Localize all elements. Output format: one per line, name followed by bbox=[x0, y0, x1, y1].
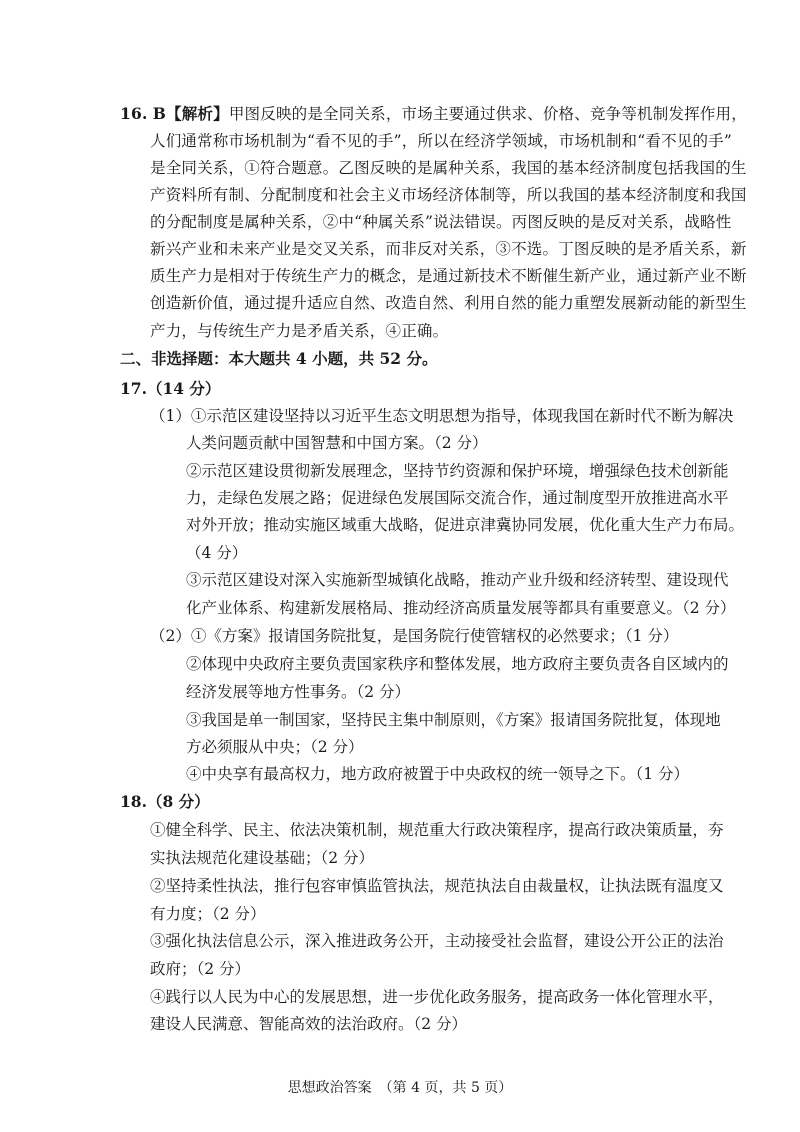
q17-line: 方必须服从中央；（2 分） bbox=[186, 738, 364, 756]
q16-line: 甲图反映的是全同关系，市场主要通过供求、价格、竞争等机制发挥作用， bbox=[228, 105, 747, 123]
q17-line: 经济发展等地方性事务。（2 分） bbox=[186, 683, 411, 701]
q16-line: 产资料所有制、分配制度和社会主义市场经济体制等，所以我国的基本经济制度和我国 bbox=[150, 186, 747, 204]
q17-line: （4 分） bbox=[186, 544, 248, 562]
page-footer: 思想政治答案 （第 4 页，共 5 页） bbox=[287, 1080, 513, 1096]
q18-line: ④践行以人民为中心的发展思想，进一步优化政务服务，提高政务一体化管理水平， bbox=[150, 988, 724, 1006]
q17-header: 17.（14 分） bbox=[120, 379, 221, 398]
q16-line: 产力，与传统生产力是矛盾关系，④正确。 bbox=[150, 322, 449, 340]
q17-line: ③示范区建设对深入实施新型城镇化战略，推动产业升级和经济转型、建设现代 bbox=[186, 571, 729, 589]
q18-line: ①健全科学、民主、依法决策机制，规范重大行政决策程序，提高行政决策质量，夯 bbox=[150, 821, 724, 839]
q18-header: 18.（8 分） bbox=[120, 792, 210, 811]
q18-line: 建设人民满意、智能高效的法治政府。（2 分） bbox=[150, 1015, 468, 1033]
q16-line: 创造新价值，通过提升适应自然、改造自然、利用自然的能力重塑发展新动能的新型生 bbox=[150, 294, 747, 312]
q16-line: 新兴产业和未来产业是交叉关系，而非反对关系，③不选。丁图反映的是矛盾关系，新 bbox=[150, 240, 747, 258]
q16-line: 的分配制度是属种关系，②中“种属关系”说法错误。丙图反映的是反对关系，战略性 bbox=[150, 213, 732, 231]
q17-line: （1）①示范区建设坚持以习近平生态文明思想为指导，体现我国在新时代不断为解决 bbox=[150, 407, 734, 425]
q17-line: ②体现中央政府主要负责国家秩序和整体发展，地方政府主要负责各自区域内的 bbox=[186, 655, 729, 673]
q16-line: 是全同关系，①符合题意。乙图反映的是属种关系，我国的基本经济制度包括我国的生 bbox=[150, 159, 747, 177]
q17-line: 对外开放；推动实施区域重大战略，促进京津冀协同发展，优化重大生产力布局。 bbox=[186, 516, 745, 534]
q16-number: 16. bbox=[120, 104, 148, 123]
q17-line: ③我国是单一制国家，坚持民主集中制原则，《方案》报请国务院批复，体现地 bbox=[186, 711, 721, 729]
q18-line: 实执法规范化建设基础；（2 分） bbox=[150, 849, 375, 867]
q17-line: （2）①《方案》报请国务院批复，是国务院行使管辖权的必然要求；（1 分） bbox=[150, 627, 679, 645]
q16-analysis-tag: 【解析】 bbox=[166, 104, 229, 123]
q16-line: 人们通常称市场机制为“看不见的手”，所以在经济学领域，市场机制和“看不见的手” bbox=[150, 132, 732, 150]
q16-answer: B bbox=[152, 104, 167, 123]
q17-line: 化产业体系、构建新发展格局、推动经济高质量发展等都具有重要意义。（2 分） bbox=[186, 599, 736, 617]
q16-line: 质生产力是相对于传统生产力的概念，是通过新技术不断催生新产业，通过新产业不断 bbox=[150, 267, 747, 285]
q18-line: 有力度；（2 分） bbox=[150, 905, 266, 923]
q17-line: ②示范区建设贯彻新发展理念，坚持节约资源和保护环境，增强绿色技术创新能 bbox=[186, 462, 729, 480]
q17-line: ④中央享有最高权力，地方政府被置于中央政权的统一领导之下。（1 分） bbox=[186, 765, 690, 783]
q18-line: ③强化执法信息公示，深入推进政务公开，主动接受社会监督，建设公开公正的法治 bbox=[150, 932, 724, 950]
q16-first-line bbox=[120, 103, 747, 125]
q17-line: 力，走绿色发展之路；促进绿色发展国际交流合作，通过制度型开放推进高水平 bbox=[186, 489, 729, 507]
q18-line: ②坚持柔性执法，推行包容审慎监管执法，规范执法自由裁量权，让执法既有温度又 bbox=[150, 877, 724, 895]
section-heading: 二、非选择题：本大题共 4 小题，共 52 分。 bbox=[120, 349, 438, 368]
q17-line: 人类问题贡献中国智慧和中国方案。（2 分） bbox=[186, 434, 488, 452]
q18-line: 政府；（2 分） bbox=[150, 960, 251, 978]
